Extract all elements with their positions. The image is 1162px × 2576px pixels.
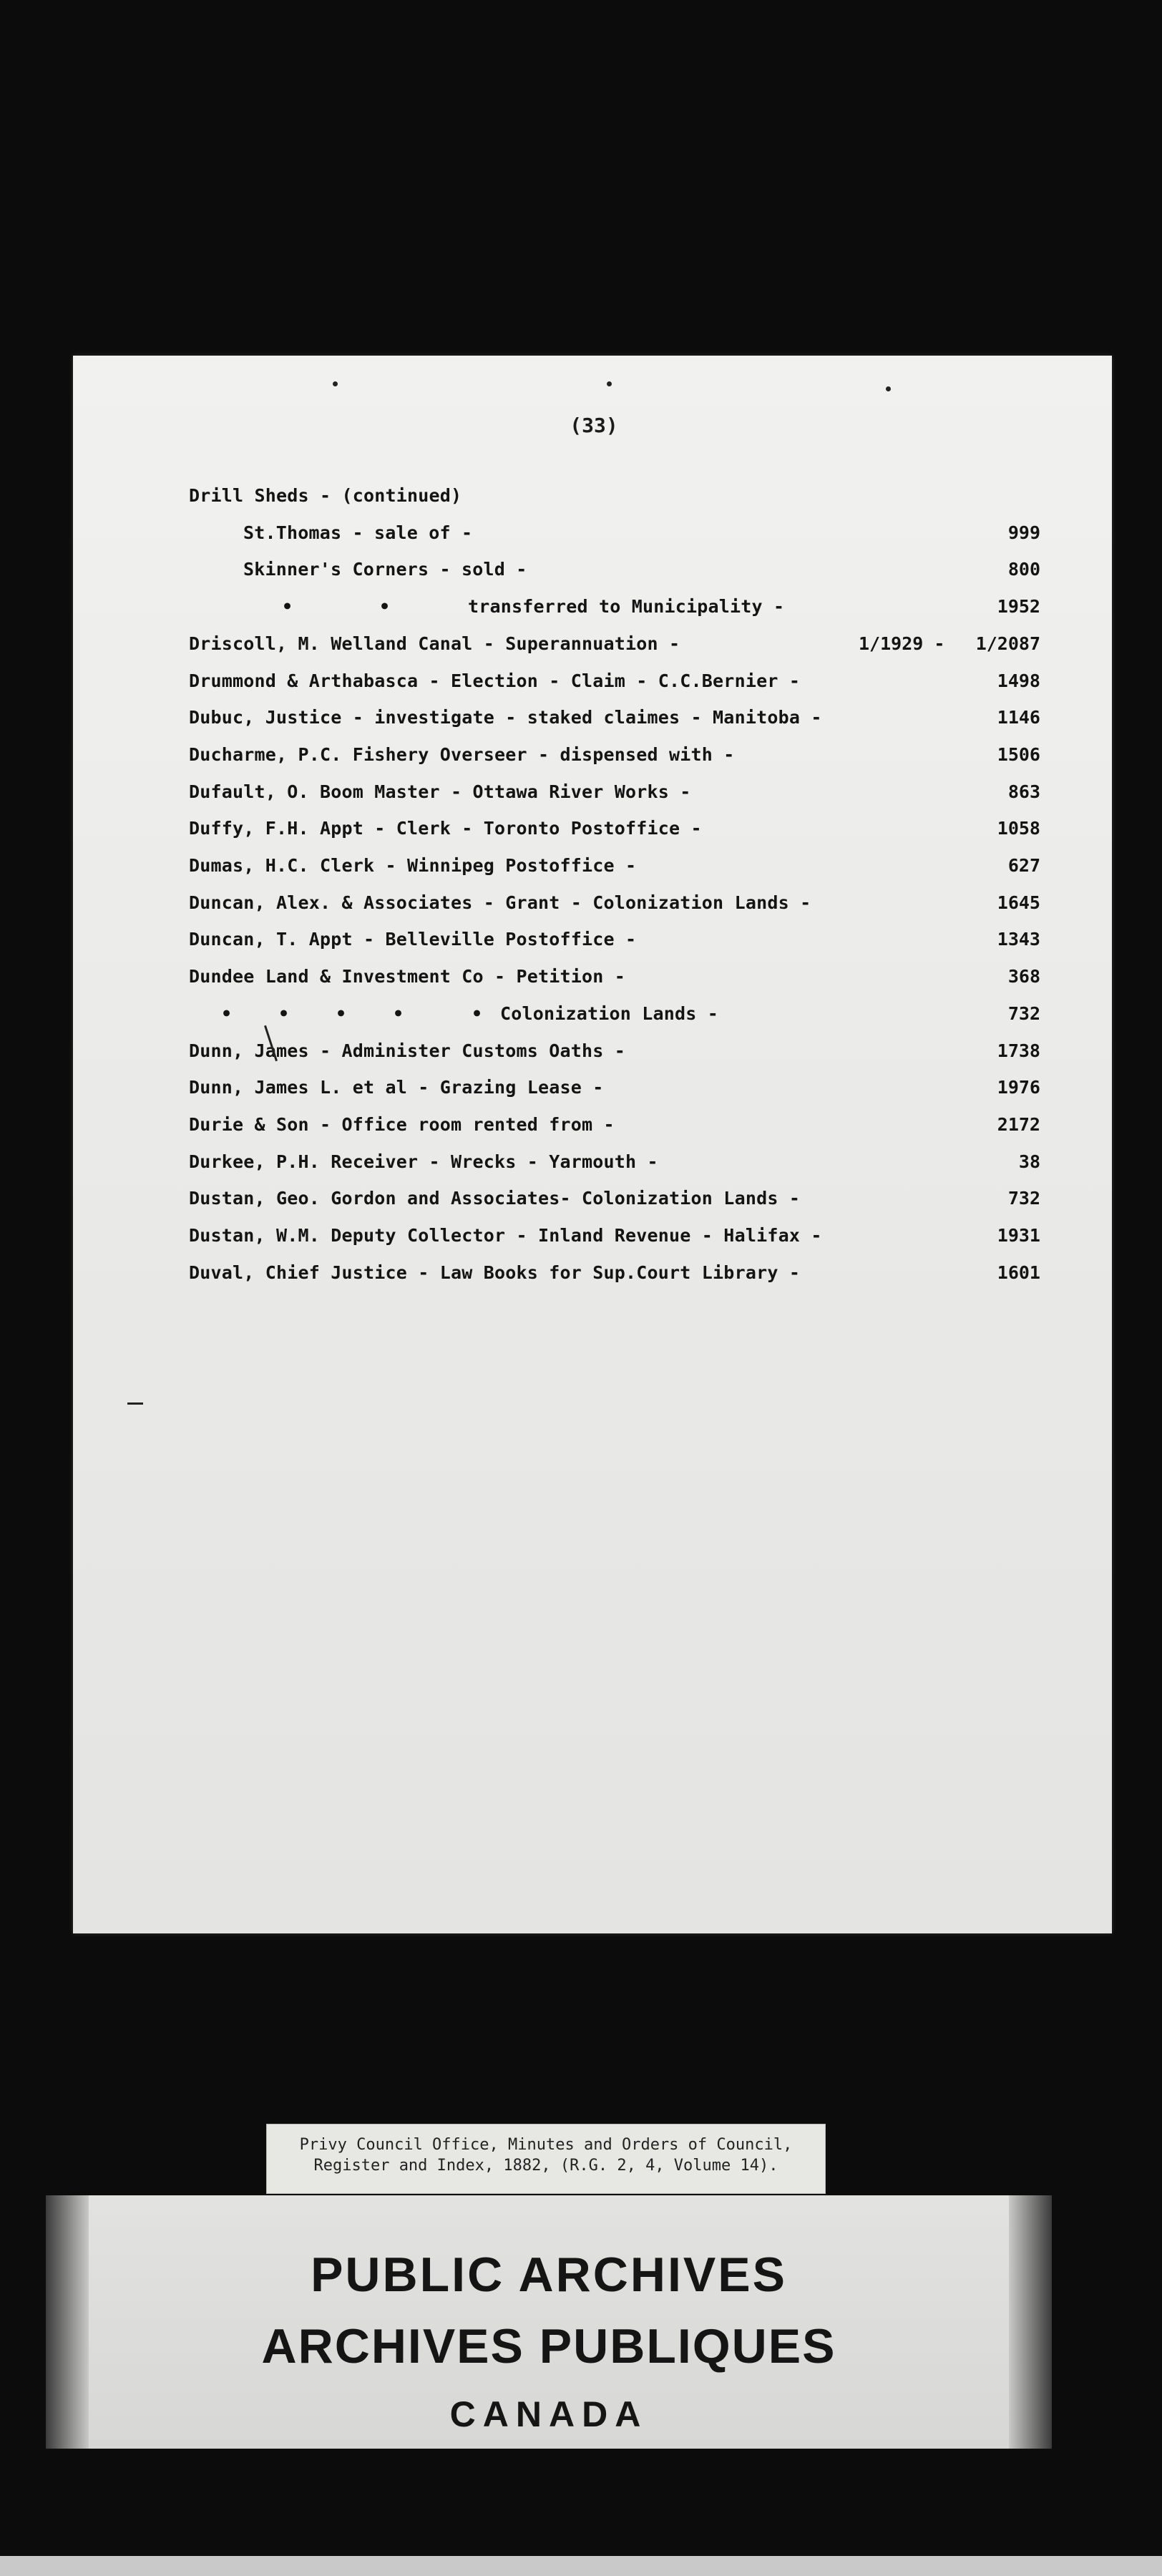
entry-text: Drummond & Arthabasca - Election - Claim - C.C.Bernier -	[189, 670, 801, 691]
entry-text: Duncan, T. Appt - Belleville Postoffice -	[189, 929, 637, 950]
index-entry	[189, 781, 1040, 810]
index-entry	[189, 633, 1040, 662]
entry-text: Colonization Lands -	[500, 1002, 719, 1024]
film-edge	[0, 2556, 1162, 2576]
ditto-mark: •	[282, 596, 293, 618]
index-entry	[189, 966, 1040, 995]
entry-number: 627	[1007, 855, 1040, 876]
entry-number: 1498	[997, 670, 1040, 691]
entry-text: Durkee, P.H. Receiver - Wrecks - Yarmouth -	[189, 1151, 658, 1172]
stamp-line-2: ARCHIVES PUBLIQUES	[261, 2319, 836, 2373]
index-entry	[189, 1040, 1040, 1069]
entry-text: Dumas, H.C. Clerk - Winnipeg Postoffice -	[189, 855, 637, 876]
entry-text: Dustan, W.M. Deputy Collector - Inland Revenue - Halifax -	[189, 1225, 822, 1246]
index-entry	[189, 559, 1040, 587]
ditto-mark: •	[393, 1002, 404, 1024]
entry-text: Duffy, F.H. Appt - Clerk - Toronto Postoffice -	[189, 818, 702, 839]
entry-number: 1343	[997, 929, 1040, 950]
entry-number: 1931	[997, 1225, 1040, 1246]
document-page	[73, 356, 1112, 1933]
page-number: (33)	[570, 414, 618, 437]
ditto-mark: •	[472, 1002, 483, 1024]
entry-number: 800	[1007, 559, 1040, 580]
entry-text: Skinner's Corners - sold -	[243, 559, 527, 580]
index-entry	[189, 818, 1040, 847]
ditto-mark: •	[336, 1002, 347, 1024]
stamp-line-3: CANADA	[449, 2394, 648, 2434]
entry-text: Dunn, James L. et al - Grazing Lease -	[189, 1077, 604, 1098]
index-entry	[189, 744, 1040, 773]
index-entry	[189, 1077, 1040, 1106]
punch-mark-center	[607, 381, 612, 386]
entry-number: 368	[1007, 966, 1040, 987]
entry-text: Dunn, James - Administer Customs Oaths -	[189, 1040, 626, 1061]
entry-text: Durie & Son - Office room rented from -	[189, 1113, 615, 1135]
entry-number: 732	[1007, 1188, 1040, 1209]
entry-text: St.Thomas - sale of -	[243, 522, 473, 543]
index-entry	[189, 1262, 1040, 1291]
entry-number: 1058	[997, 818, 1040, 839]
entry-text: Dubuc, Justice - investigate - staked claimes - Manitoba -	[189, 707, 822, 728]
entry-text: Duval, Chief Justice - Law Books for Sup.Court Library -	[189, 1262, 801, 1283]
entry-number: 1506	[997, 743, 1040, 765]
ditto-mark: •	[221, 1002, 233, 1024]
index-entry	[189, 670, 1040, 699]
entry-number: 1601	[997, 1262, 1040, 1283]
entry-text: transferred to Municipality -	[468, 596, 785, 618]
ditto-mark: •	[379, 596, 391, 618]
entry-number: 863	[1007, 781, 1040, 802]
entry-text: Dustan, Geo. Gordon and Associates- Colonization Lands -	[189, 1188, 801, 1209]
index-entry	[189, 596, 1040, 625]
entry-number: 1645	[997, 892, 1040, 913]
entry-number: 1146	[997, 707, 1040, 728]
entry-number: 2172	[997, 1113, 1040, 1135]
index-entry	[189, 892, 1040, 921]
entry-text: Dundee Land & Investment Co - Petition -	[189, 966, 626, 987]
index-entry	[189, 522, 1040, 551]
index-entry	[189, 1151, 1040, 1180]
entry-text: Duncan, Alex. & Associates - Grant - Colonization Lands -	[189, 892, 811, 913]
punch-mark-left	[333, 381, 338, 386]
ditto-mark: •	[278, 1002, 290, 1024]
index-entry	[189, 929, 1040, 957]
index-entry	[189, 1188, 1040, 1216]
entry-number: 999	[1007, 522, 1040, 543]
caption-line-2: Register and Index, 1882, (R.G. 2, 4, Volume 14).	[313, 2157, 778, 2175]
entry-text: Ducharme, P.C. Fishery Overseer - dispensed with -	[189, 743, 735, 765]
entry-number: 1/2087	[975, 633, 1040, 654]
entry-number: 1952	[997, 596, 1040, 618]
entry-number: 1738	[997, 1040, 1040, 1061]
archive-caption	[266, 2124, 826, 2194]
entry-number: 38	[1018, 1151, 1040, 1172]
entry-text: Driscoll, M. Welland Canal - Superannuation -	[189, 633, 680, 654]
stamp-line-1: PUBLIC ARCHIVES	[311, 2248, 787, 2302]
caption-line-1: Privy Council Office, Minutes and Orders of Council,	[299, 2136, 793, 2154]
entry-text: Drill Sheds - (continued)	[189, 485, 462, 506]
margin-mark	[127, 1402, 143, 1405]
index-entry	[189, 855, 1040, 884]
entry-text: Dufault, O. Boom Master - Ottawa River Works -	[189, 781, 691, 802]
index-entry	[189, 707, 1040, 736]
entry-number: 732	[1007, 1002, 1040, 1024]
index-entry	[189, 485, 1040, 514]
punch-mark-right	[886, 386, 891, 391]
index-entry	[189, 1003, 1040, 1032]
index-entry	[189, 1114, 1040, 1143]
index-entry	[189, 1225, 1040, 1254]
entry-range-start: 1/1929 -	[859, 633, 945, 654]
entry-number: 1976	[997, 1077, 1040, 1098]
